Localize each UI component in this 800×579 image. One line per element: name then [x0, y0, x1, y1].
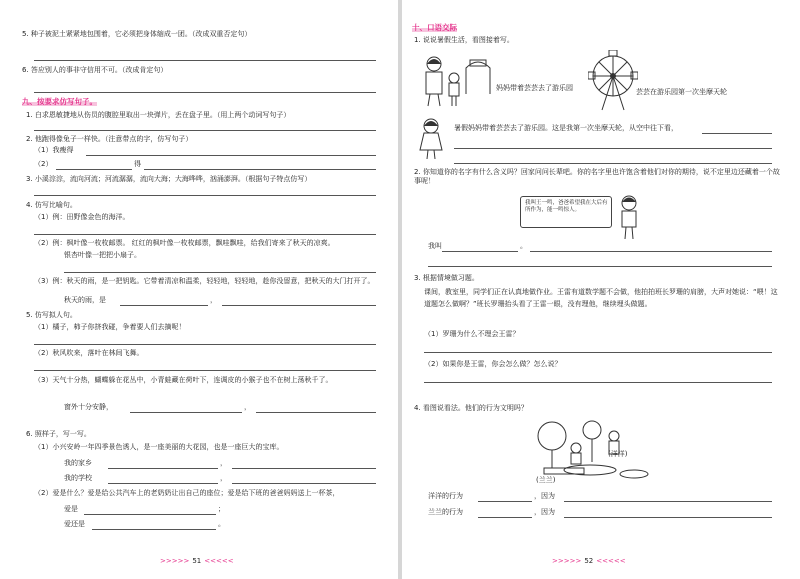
answer-line[interactable] [34, 195, 376, 196]
example-text: 银杏叶像一把把小扇子。 [64, 251, 141, 259]
answer-line[interactable] [424, 352, 772, 353]
answer-line[interactable] [256, 412, 376, 413]
answer-line[interactable] [144, 169, 376, 170]
section-title: 十、口语交际 [412, 23, 457, 32]
fill-prefix: 我的家乡 [64, 459, 92, 467]
answer-line[interactable] [130, 412, 242, 413]
answer-line[interactable] [92, 529, 216, 530]
fill-prefix: 我的学校 [64, 474, 92, 482]
answer-line[interactable] [120, 305, 208, 306]
fill-prefix: 洋洋的行为 [428, 492, 463, 500]
punct: ， [210, 296, 217, 304]
speech-bubble: 我叫王一鸣，爸爸希望我在大后有所作为，能一鸣惊人。 [520, 196, 612, 228]
question-text: 4. 看图说看法。他们的行为文明吗？ [414, 404, 528, 412]
answer-line[interactable] [232, 483, 376, 484]
character-label: (洋洋) [608, 450, 628, 458]
answer-line[interactable] [232, 468, 376, 469]
mother-daughter-illustration [416, 52, 468, 108]
fill-prefix: 秋天的雨，是 [64, 296, 106, 304]
prompt-text: 暑假妈妈带着芸芸去了游乐园。这是我第一次坐摩天轮，从空中往下看， [454, 124, 678, 132]
question-text: （2）如果你是王雷，你会怎么做？怎么说？ [424, 360, 562, 368]
answer-line[interactable] [478, 517, 532, 518]
question-text: 1. 白求恩敏捷地从伤员的腹腔里取出一块弹片，丢在盘子里。（用上两个动词写句子） [26, 111, 291, 119]
question-text: 6. 答应别人的事非守信用不可。（改成肯定句） [22, 66, 168, 74]
question-text: 1. 说说暑假生活，看图接着写。 [414, 36, 514, 44]
answer-line[interactable] [428, 266, 772, 267]
fill-prefix: 我叫 [428, 242, 442, 250]
punct: ， [244, 403, 251, 411]
ferris-wheel-illustration [588, 50, 638, 112]
example-text: （1）橘子，柿子你挤我碰，争着要人们去摘呢！ [34, 323, 186, 331]
answer-line[interactable] [34, 234, 376, 235]
girl-illustration [416, 116, 446, 160]
fill-connector: ，因为 [534, 492, 555, 500]
answer-line[interactable] [84, 514, 216, 515]
character-label: (兰兰) [536, 476, 556, 484]
example-text: （1）例：田野像金色的海洋。 [34, 213, 130, 221]
question-text: 3. 根据情境做习题。 [414, 274, 479, 282]
fill-prefix: （1）我瘦得 [34, 146, 74, 154]
boy-illustration [614, 194, 644, 240]
question-text: 2. 你知道你的名字有什么含义吗？回家问问长辈吧。你的名字里也许饱含着他们对你的期待，说不定里边还藏着一个故事呢！ [414, 168, 780, 185]
example-text: （1）小兴安岭一年四季景色诱人，是一座美丽的大花园，也是一座巨大的宝库。 [34, 443, 284, 451]
fill-prefix: 爱是 [64, 505, 78, 513]
answer-line[interactable] [108, 483, 218, 484]
answer-line[interactable] [564, 501, 772, 502]
answer-line[interactable] [478, 501, 532, 502]
answer-line[interactable] [454, 148, 772, 149]
page-number: >>>>> 51 <<<<< [160, 557, 234, 565]
section-title: 九、按要求仿写句子。 [22, 97, 97, 106]
page-right [402, 0, 800, 579]
example-text: （3）天气十分热，蝴蝶躲在花丛中，小青蛙藏在荷叶下，连调皮的小猴子也不在树上荡秋千了。 [34, 376, 333, 384]
example-text: （2）例：枫叶像一枚枚邮票。 红红的枫叶像一枚枚邮票，飘哇飘哇，给我们寄来了秋天的凉爽。 [34, 239, 335, 247]
answer-line[interactable] [454, 163, 772, 164]
answer-line[interactable] [34, 92, 376, 93]
question-text: 6. 照样子，写一写。 [26, 430, 91, 438]
punct: ， [220, 474, 227, 482]
answer-line[interactable] [530, 251, 772, 252]
answer-line[interactable] [424, 382, 772, 383]
question-text: （1）罗珊为什么不理会王雷？ [424, 330, 520, 338]
question-text: 5. 仿写拟人句。 [26, 311, 77, 319]
answer-line[interactable] [64, 272, 376, 273]
answer-line[interactable] [222, 305, 376, 306]
question-text: 5. 种子被泥土紧紧地包围着，它必须把身体缩成一团。（改成双重否定句） [22, 30, 252, 38]
park-scene-illustration [530, 418, 660, 484]
caption: 妈妈带着芸芸去了游乐园 [496, 84, 573, 92]
punct: ； [218, 505, 225, 513]
story-text: 课间，教室里，同学们正在认真地做作业。王雷有道数学题不会做，他拍拍班长罗珊的肩膀，大声对她说：“喂！这道题怎么做啊？”班长罗珊抬头看了王雷一眼，没有理他，继续埋头做题。 [424, 288, 778, 308]
punct: ， [220, 459, 227, 467]
page-left [0, 0, 398, 579]
example-text: （2）秋风吹来，落叶在林间飞舞。 [34, 349, 144, 357]
fill-prefix: 兰兰的行为 [428, 508, 463, 516]
question-text: 2. 他跑得像兔子一样快。（注意带点的字，仿写句子） [26, 135, 193, 143]
answer-line[interactable] [108, 468, 218, 469]
answer-line[interactable] [442, 251, 518, 252]
answer-line[interactable] [86, 155, 376, 156]
example-text: （2）爱是什么？爱是给公共汽车上的老奶奶让出自己的座位；爱是给下班的爸爸妈妈送上一杯茶， [34, 489, 340, 497]
fill-word: 得 [134, 160, 141, 168]
question-text: 3. 小溪淙淙，流向河流；河流潺潺，流向大海；大海哗哗，汹涌澎湃。（根据句子特点仿写） [26, 175, 312, 183]
answer-line[interactable] [564, 517, 772, 518]
fill-prefix: （2） [34, 160, 53, 168]
question-text: 4. 仿写比喻句。 [26, 201, 77, 209]
punct: 。 [218, 520, 225, 528]
answer-line[interactable] [56, 169, 132, 170]
fill-prefix: 爱还是 [64, 520, 85, 528]
fill-connector: ，因为 [534, 508, 555, 516]
caption: 芸芸在游乐园第一次坐摩天轮 [636, 88, 727, 96]
fill-prefix: 窗外十分安静， [64, 403, 113, 411]
page-number: >>>>> 52 <<<<< [552, 557, 626, 565]
park-gate-icon [464, 56, 492, 96]
answer-line[interactable] [702, 133, 772, 134]
punct: 。 [520, 242, 527, 250]
answer-line[interactable] [34, 130, 376, 131]
answer-line[interactable] [34, 370, 376, 371]
example-text: （3）例：秋天的雨，是一把钥匙。它带着清凉和温柔，轻轻地，轻轻地，趁你没留意，把秋天的大门打开了。 [34, 277, 375, 285]
answer-line[interactable] [34, 60, 376, 61]
answer-line[interactable] [34, 344, 376, 345]
